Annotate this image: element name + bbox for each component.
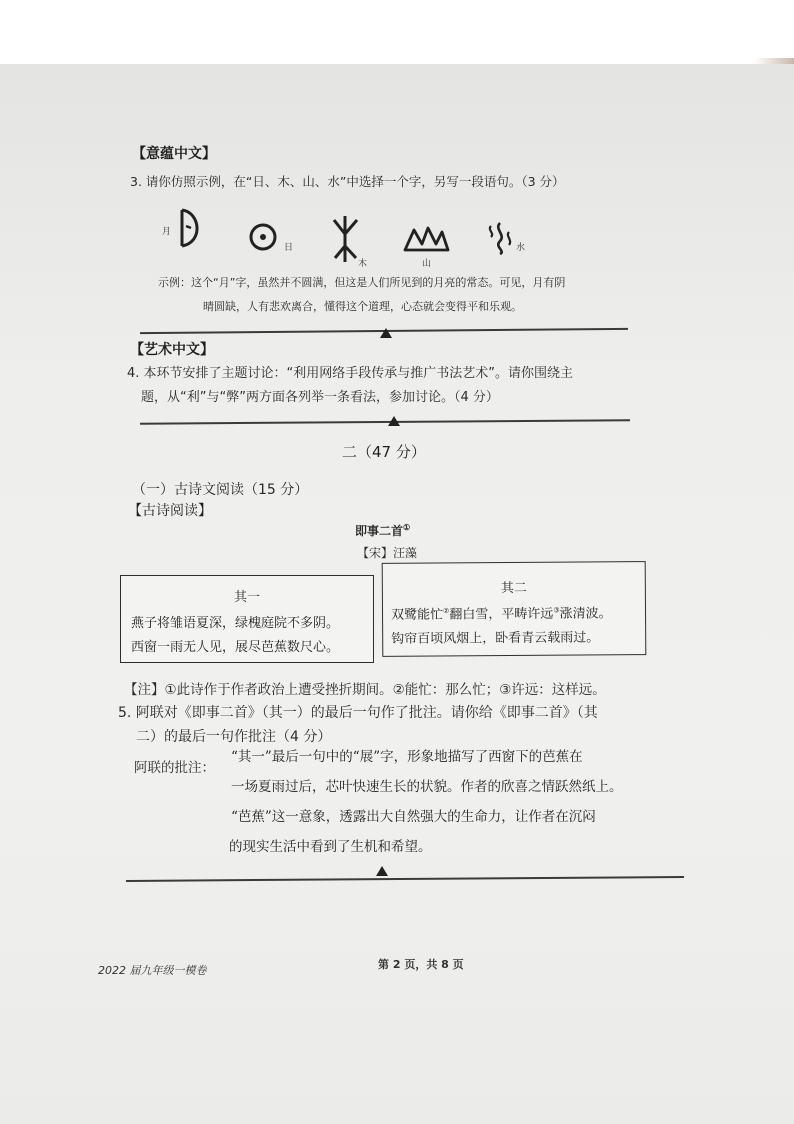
question-5-line-2: 二）的最后一句作批注（4 分） [136,729,332,745]
question-3: 3. 请你仿照示例，在“日、木、山、水”中选择一个字，另写一段语句。（3 分） [130,174,565,189]
poem-one-box [120,575,374,663]
example-line-1: 示例：这个“月”字，虽然并不圆满，但这是人们所见到的月亮的常态。可见，月有阴 [158,276,566,289]
poem-author: 【宋】汪藻 [357,546,418,560]
poem-two-box [382,561,647,657]
question-5-line-1: 5. 阿联对《即事二首》（其一）的最后一句作了批注。请你给《即事二首》（其 [118,705,598,721]
footer-exam-name: 2022 届九年级一模卷 [98,964,207,977]
comment-line-2: 一场夏雨过后，芯叶快速生长的状貌。作者的欣喜之情跃然纸上。 [231,779,623,795]
heading-gushi: 【古诗阅读】 [128,503,212,519]
page-top-margin [0,0,794,64]
poem-title-text: 即事二首 [355,524,404,538]
poem-two-line-1 [391,602,612,623]
poem-one-heading: 其一 [233,590,260,605]
heading-yiyun: 【意蕴中文】 [132,146,216,162]
mountain-glyph-icon [402,224,450,254]
poem-two-line-2: 钩帘百顷风烟上，卧看青云载雨过。 [391,630,600,647]
part-two-title: 二（47 分） [342,443,426,461]
ancient-glyphs-row [150,200,550,270]
glyph-label-mu: 木 [358,259,368,269]
question-4-line-2: 题，从“利”与“弊”两方面各列举一条看法，参加讨论。（4 分） [141,390,499,405]
footer-page-number: 第 2 页，共 8 页 [378,958,464,971]
comment-label: 阿联的批注： [134,760,215,776]
tree-glyph-icon [330,212,360,264]
question-4-line-1: 4. 本环节安排了主题讨论：“利用网络手段传承与推广书法艺术”。请你围绕主 [127,366,574,381]
heading-yishu: 【艺术中文】 [130,342,214,358]
answer-marker-q4 [388,416,400,426]
answer-marker-q5 [376,866,388,876]
answer-marker-q3 [380,328,392,338]
water-glyph-icon [486,220,516,256]
poem-two-line-1-c: 涨清波。 [559,606,612,622]
glyph-label-shan: 山 [422,259,432,269]
poem-two-line-1-a: 双鹭能忙 [390,607,444,623]
part-two-subtitle: （一）古诗文阅读（15 分） [132,482,309,498]
comment-line-3: “芭蕉”这一意象，透露出大自然强大的生命力，让作者在沉闷 [231,809,596,825]
poem-one-line-2: 西窗一雨无人见，展尽芭蕉数尺心。 [131,640,340,655]
poem-one-line-1: 燕子将雏语夏深，绿槐庭院不多阴。 [131,616,340,631]
poem-two-note-2: ② [443,607,450,616]
comment-line-4: 的现实生活中看到了生机和希望。 [229,839,432,855]
glyph-label-yue: 月 [162,227,172,237]
moon-glyph-icon [174,206,210,250]
glyph-label-ri: 日 [284,243,294,253]
poem-notes: 【注】①此诗作于作者政治上遭受挫折期间。②能忙：那么忙；③许远：这样远。 [124,682,606,698]
comment-line-1: “其一”最后一句中的“展”字，形象地描写了西窗下的芭蕉在 [231,749,583,765]
poem-two-line-1-b: 翻白雪，平畴许远 [449,606,554,623]
poem-title [355,522,410,539]
sun-glyph-icon [246,222,280,252]
example-line-2: 晴圆缺，人有悲欢离合，懂得这个道理，心态就会变得平和乐观。 [203,300,522,313]
poem-title-note: ① [403,522,411,532]
poem-two-note-3: ③ [553,606,560,615]
poem-two-heading: 其二 [500,580,527,597]
glyph-label-shui: 水 [516,243,526,253]
